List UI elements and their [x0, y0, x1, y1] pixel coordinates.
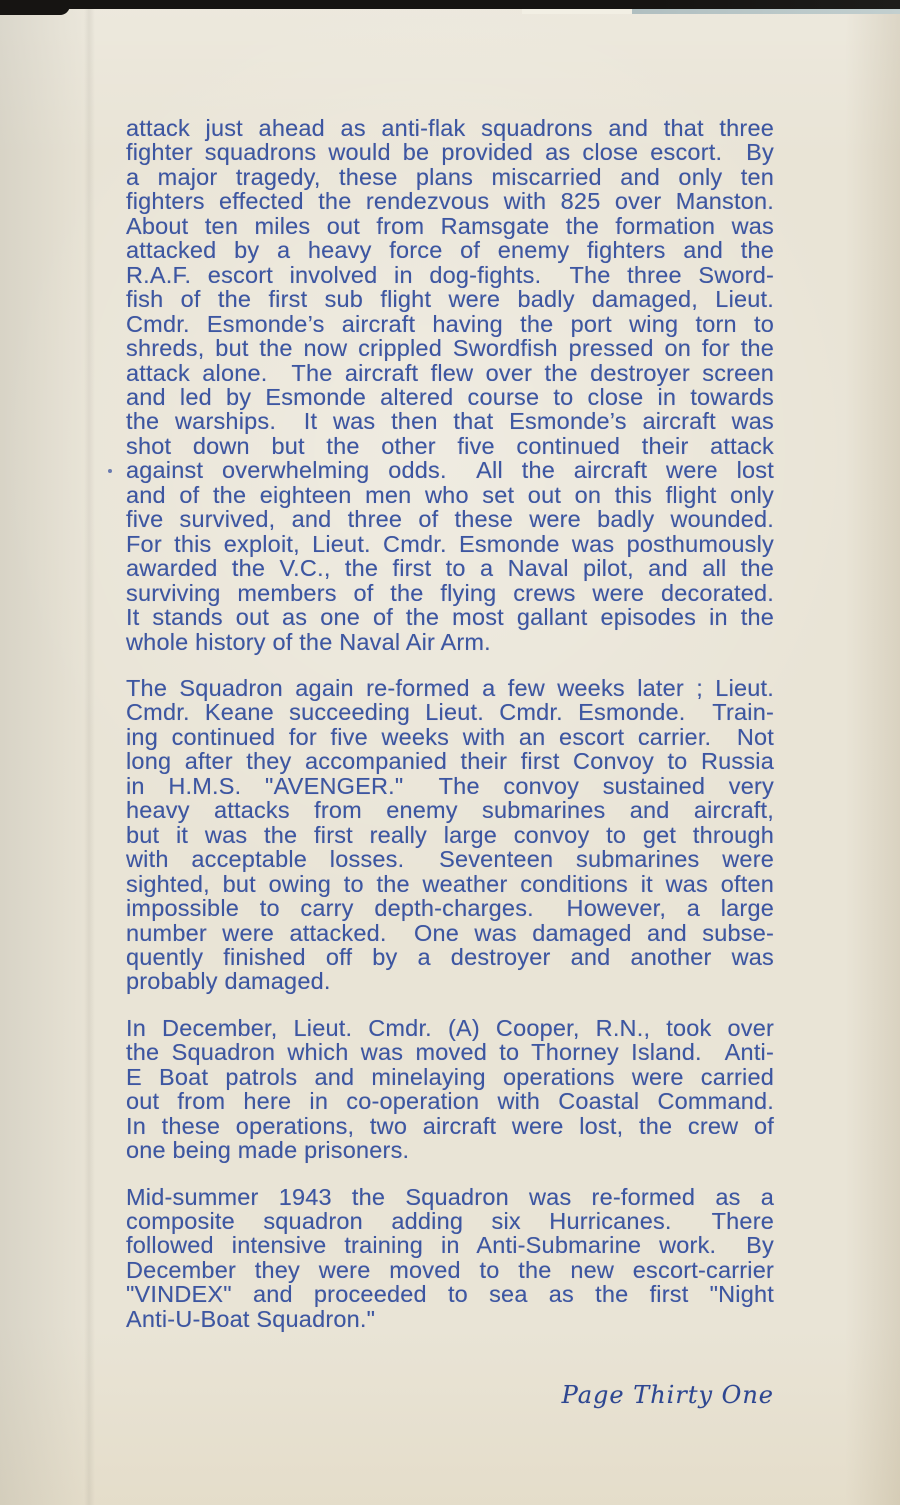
text-line: awarded the V.C., the first to a Naval pilot, and all the: [126, 555, 774, 582]
text-line: Cmdr. Keane succeeding Lieut. Cmdr. Esmonde. Train-: [126, 699, 774, 726]
text-line: composite squadron adding six Hurricanes. There: [126, 1208, 774, 1235]
text-line: fighters effected the rendezvous with 825 over Manston.: [126, 188, 774, 215]
text-line: Mid-summer 1943 the Squadron was re-formed as a: [126, 1183, 774, 1210]
text-line: followed intensive training in Anti-Submarine work. By: [126, 1232, 774, 1259]
text-line: December they were moved to the new escort-carrier: [126, 1256, 774, 1283]
text-line: In these operations, two aircraft were lost, the crew of: [126, 1112, 774, 1139]
text-line: quently finished off by a destroyer and another was: [126, 943, 774, 970]
print-artifact-dot: [108, 469, 112, 473]
text-line: fighter squadrons would be provided as close escort. By: [126, 139, 774, 166]
text-line: shreds, but the now crippled Swordfish pressed on for the: [126, 335, 774, 362]
text-line: attacked by a heavy force of enemy fighters and the: [126, 237, 774, 264]
text-line: About ten miles out from Ramsgate the formation was: [126, 212, 774, 239]
paragraph: [126, 1185, 774, 1332]
text-line: attack just ahead as anti-flak squadrons and that three: [126, 115, 774, 141]
text-line: Cmdr. Esmonde’s aircraft having the port wing torn to: [126, 310, 774, 337]
text-line: For this exploit, Lieut. Cmdr. Esmonde was posthumously: [126, 530, 774, 557]
text-line: E Boat patrols and minelaying operations were carried: [126, 1063, 774, 1090]
text-line: with acceptable losses. Seventeen submarines were: [126, 846, 774, 873]
text-line: "VINDEX" and proceeded to sea as the first "Night: [126, 1281, 774, 1308]
paragraph: [126, 1016, 774, 1163]
paragraph: [126, 676, 774, 994]
text-line: one being made prisoners.: [126, 1137, 410, 1164]
text-line: the Squadron which was moved to Thorney Island. Anti-: [126, 1039, 774, 1066]
text-line: shot down but the other five continued their attack: [126, 432, 774, 459]
text-line: It stands out as one of the most gallant episodes in the: [126, 604, 774, 631]
text-line: against overwhelming odds. All the aircraft were lost: [126, 457, 774, 484]
text-line: the warships. It was then that Esmonde’s aircraft was: [126, 408, 774, 435]
text-line: out from here in co-operation with Coastal Command.: [126, 1088, 774, 1115]
text-line: five survived, and three of these were badly wounded.: [126, 506, 774, 533]
text-line: and led by Esmonde altered course to close in towards: [126, 383, 774, 410]
text-line: The Squadron again re-formed a few weeks later ; Lieut.: [126, 674, 774, 701]
text-line: in H.M.S. "AVENGER." The convoy sustained very: [126, 772, 774, 799]
text-line: but it was the first really large convoy to get through: [126, 821, 774, 848]
text-line: surviving members of the flying crews were decorated.: [126, 579, 774, 606]
text-line: impossible to carry depth-charges. However, a large: [126, 895, 774, 922]
text-line: probably damaged.: [126, 968, 331, 995]
text-line: R.A.F. escort involved in dog-fights. The three Sword-: [126, 261, 774, 288]
text-line: heavy attacks from enemy submarines and aircraft,: [126, 797, 774, 824]
text-line: attack alone. The aircraft flew over the destroyer screen: [126, 359, 774, 386]
text-block: [126, 116, 774, 1353]
text-line: Anti-U-Boat Squadron.": [126, 1305, 376, 1332]
scan-top-left-corner: [0, 0, 70, 15]
page-number-footer: Page Thirty One: [561, 1381, 774, 1409]
text-line: a major tragedy, these plans miscarried and only ten: [126, 163, 774, 190]
scan-top-edge: [0, 0, 900, 9]
text-line: whole history of the Naval Air Arm.: [126, 628, 491, 655]
paragraph: [126, 116, 774, 654]
text-line: sighted, but owing to the weather conditions it was often: [126, 870, 774, 897]
text-line: In December, Lieut. Cmdr. (A) Cooper, R.N., took over: [126, 1014, 774, 1041]
text-line: ing continued for five weeks with an escort carrier. Not: [126, 723, 774, 750]
text-line: and of the eighteen men who set out on this flight only: [126, 481, 774, 508]
page-top-edge-lip: [522, 9, 632, 14]
text-line: fish of the first sub flight were badly damaged, Lieut.: [126, 286, 774, 313]
text-line: long after they accompanied their first Convoy to Russia: [126, 748, 774, 775]
text-line: number were attacked. One was damaged and subse-: [126, 919, 774, 946]
